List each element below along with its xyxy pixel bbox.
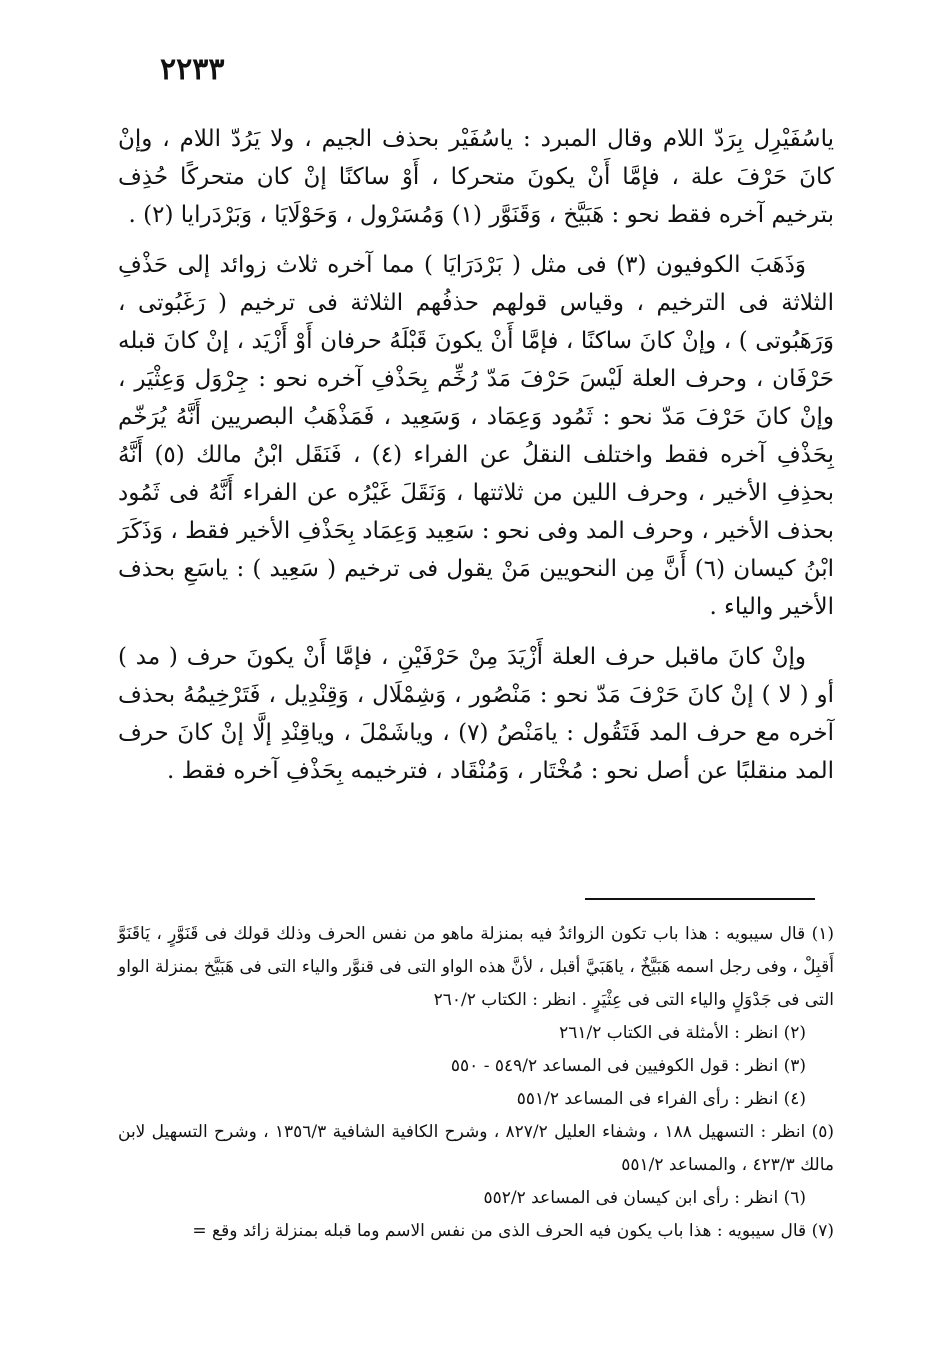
footnote: (٤) انظر : رأى الفراء فى المساعد ٥٥١/٢ [516,1089,806,1109]
footnote: (١) قال سيبويه : هذا باب تكون الزوائدُ فيه بمنزلة ماهو من نفس الحرف وذلك قولك فى قَنَوَّرٍ ، يَاقَنَوَّ أَقبِلْ ، وفى رجل اسمه هَبَيَّخٌ ، ياهَبَيَّ أقبل ، لأنَّ هذه الواو التى فى قنوَّر والياء التى فى هَبَيَّخ بمنزلة الواو التى فى جَدْوَلٍ والياء التى فى عِثْيَرٍ . انظر : الكتاب ٢٦٠/٢ [118,924,834,1010]
footnote: (٦) انظر : رأى ابن كيسان فى المساعد ٥٥٢/٢ [483,1188,806,1208]
page-number: ٢٢٣٣ [160,52,225,87]
footnote-divider [585,898,815,900]
footnote: (٢) انظر : الأمثلة فى الكتاب ٢٦١/٢ [559,1023,806,1043]
footnote: (٥) انظر : التسهيل ١٨٨ ، وشفاء العليل ٨٢٧/٢ ، وشرح الكافية الشافية ١٣٥٦/٣ ، وشرح التسهيل لابن مالك ٤٢٣/٣ ، والمساعد ٥٥١/٢ [118,1122,834,1175]
paragraph: ياسُفَيْرِل بِرَدّ اللام وقال المبرد : ياسُفَيْر بحذف الجيم ، ولا يَرُدّ اللام ، وإنْ كانَ حَرْفَ علة ، فإمَّا أَنْ يكونَ متحركا ، أَوْ ساكنًا إنْ كان متحركًا حُذِف بترخيم آخره فقط نحو : هَبَيَّخ ، وَقَنَوَّر (١) وَمُسَرْول ، وَحَوْلَايَا ، وَبَرْدَرايا (٢) . [118,126,834,228]
footnote: (٣) انظر : قول الكوفيين فى المساعد ٥٤٩/٢ - ٥٥٠ [450,1056,806,1076]
paragraph: وإنْ كانَ ماقبل حرف العلة أَزْيَدَ مِنْ حَرْفَيْنِ ، فإمَّا أَنْ يكونَ حرف ( مد ) أو ( لا ) إنْ كانَ حَرْفَ مَدّ نحو : مَنْصُور ، وَشِمْلَال ، وَقِنْدِيل ، فَتَرْخِيمُهُ بحذف آخره مع حرف المد فَتَقُول : يامَنْصُ (٧) ، وياشَمْلَ ، وياقِنْدِ إلَّا إنْ كانَ حرف المد منقلبًا عن أصل نحو : مُخْتَار ، وَمُنْقَاد ، فترخيمه بِحَذْفِ آخره فقط . [118,644,834,784]
footnotes [118,918,834,1248]
footnote: (٧) قال سيبويه : هذا باب يكون فيه الحرف الذى من نفس الاسم وما قبله بمنزلة زائد وقع = [192,1221,834,1241]
paragraph: وَذَهَبَ الكوفيون (٣) فى مثل ( بَرْدَرَايَا ) مما آخره ثلاث زوائد إلى حَذْفِ الثلاثة فى الترخيم ، وقياس قولهم حذفُهم الثلاثة فى ترخيم ( رَغَبُوتى ، وَرَهَبُوتى ) ، وإنْ كانَ ساكنًا ، فإمَّا أَنْ يكونَ قَبْلَهُ حرفان أَوْ أَزْيَد ، إنْ كانَ قبله حَرْفَان ، وحرف العلة لَيْسَ حَرْفَ مَدّ رُخِّم بِحَذْفِ آخره نحو : جِرْوَل وَعِثْيَر ، وإنْ كانَ حَرْفَ مَدّ نحو : ثَمُود وَعِمَاد ، وَسَعِيد ، فَمَذْهَبُ البصريين أَنَّهُ يُرَخّم بِحَذْفِ آخره فقط واختلف النقلُ عن الفراء (٤) ، فَنَقَل ابْنُ مالك (٥) أَنَّهُ بحذِفِ الأخير ، وحرف اللين من ثلاثتها ، وَنَقَلَ غَيْرُه عن الفراء أَنَّهُ فى ثَمُود بحذف الأخير ، وحرف المد وفى نحو : سَعِيد وَعِمَاد بِحَذْفِ الأخير فقط ، وَذَكَرَ ابْنُ كيسان (٦) أَنَّ مِن النحويين مَنْ يقول فى ترخيم ( سَعِيد ) : ياسَعِ بحذف الأخير والياء . [118,252,835,620]
main-text [118,120,834,802]
